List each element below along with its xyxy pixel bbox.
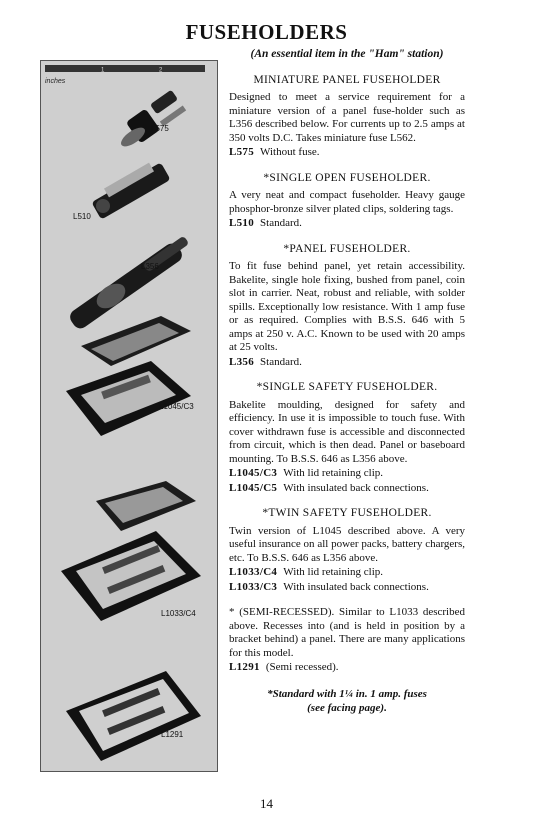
code-description: (Semi recessed). — [265, 661, 339, 673]
section-single-open — [229, 172, 465, 231]
section-body: To fit fuse behind panel, yet retain accessibility. Bakelite, single hole fixing, bushed from panel, coin slot in carrier. Neat, robust and reliable, with solder spills. Exceptionally low resistance. With 1 amp fuse or as required. Complies with B.S.S. 646 with 5 amps at 250 v. A.C. Known to be used with 20 amps at 25 volts. — [229, 260, 465, 353]
section-heading: *SINGLE SAFETY FUSEHOLDER. — [256, 381, 438, 393]
section-heading: *TWIN SAFETY FUSEHOLDER. — [262, 507, 432, 519]
section-heading: MINIATURE PANEL FUSEHOLDER — [253, 73, 441, 86]
section-body: A very neat and compact fuseholder. Heavy gauge phosphor-bronze silver plated clips, soldering tags. — [229, 189, 465, 215]
label-l1045-c3: L1045/C3 — [159, 402, 194, 411]
catalogue-code-line — [229, 482, 465, 496]
footnote-line-1: *Standard with 1¼ in. 1 amp. fuses — [267, 687, 427, 700]
section-body: Twin version of L1045 described above. A very useful insurance on all power packs, battery chargers, etc. To B.S.S. 646 as L356 above. — [229, 524, 465, 564]
catalogue-code-line — [229, 661, 465, 675]
catalogue-code-line — [229, 146, 465, 160]
section-twin-safety — [229, 507, 465, 594]
section-semi-recessed — [229, 606, 465, 675]
inch-ruler — [45, 65, 205, 72]
section-heading: *SINGLE OPEN FUSEHOLDER. — [263, 171, 431, 184]
l356-illustration — [67, 236, 189, 332]
section-body: Bakelite moulding, designed for safety and efficiency. In use it is impossible to touch fuse. With cover withdrawn fuse is accessible and disconnected from circuit, which is then dead. Panel or baseboard mounting. To B.S.S. 646 as L356 above. — [229, 398, 465, 465]
section-body: * (SEMI-RECESSED). Similar to L1033 described above. Recesses into (and is held in position by a bracket behind) a panel. There are many applications for this model. — [229, 606, 465, 659]
page-title: FUSEHOLDERS — [185, 20, 348, 44]
catalogue-code-line — [229, 566, 465, 580]
code-description: Without fuse. — [260, 146, 320, 158]
l575-illustration — [118, 90, 186, 150]
catalogue-code: L1045/C3 — [229, 467, 278, 479]
section-miniature-panel — [229, 74, 465, 160]
catalogue-code: L1045/C5 — [229, 481, 278, 494]
label-l356: L356 — [141, 262, 159, 271]
l510-illustration — [91, 162, 170, 219]
code-description: With lid retaining clip. — [283, 566, 384, 578]
ruler-number-2: 2 — [159, 67, 163, 74]
catalogue-code-line — [229, 356, 465, 370]
code-description: Standard. — [260, 217, 302, 229]
section-heading: *PANEL FUSEHOLDER. — [283, 242, 411, 255]
code-description: Standard. — [260, 355, 302, 368]
code-description: With insulated back connections. — [283, 481, 429, 494]
section-body: Designed to meet a service requirement for a miniature version of a panel fuse-holder such as L356 described below. For currents up to 2.5 amps at 350 volts D.C. Takes miniature fuse L562. — [229, 91, 465, 144]
section-panel — [229, 243, 465, 370]
product-photo-plate — [40, 60, 218, 772]
ruler-number-1: 1 — [101, 67, 105, 74]
l1045-illustration — [66, 316, 191, 436]
l1291-illustration — [66, 671, 201, 761]
catalogue-code-line — [229, 217, 465, 231]
ruler-unit-label: inches — [45, 78, 66, 85]
catalogue-code: L575 — [229, 146, 255, 158]
label-l1291: L1291 — [161, 730, 184, 739]
fuseholder-illustrations — [41, 61, 217, 771]
code-description: With lid retaining clip. — [283, 467, 384, 479]
section-single-safety — [229, 381, 465, 495]
catalogue-code: L1033/C3 — [229, 580, 278, 593]
code-description: With insulated back connections. — [283, 580, 429, 593]
page-subtitle: (An essential item in the "Ham" station) — [250, 48, 444, 60]
footnote-line-2: (see facing page). — [307, 701, 387, 714]
catalogue-code: L510 — [229, 217, 255, 229]
label-l575: L575 — [151, 124, 169, 133]
catalogue-code-line — [229, 581, 465, 595]
catalogue-text-column — [229, 48, 465, 715]
catalogue-code: L1291 — [229, 661, 260, 673]
catalogue-code: L356 — [229, 355, 255, 368]
label-l1033-c4: L1033/C4 — [161, 609, 196, 618]
catalogue-code-line — [229, 467, 465, 481]
page-number: 14 — [260, 796, 273, 811]
catalogue-code: L1033/C4 — [229, 566, 278, 578]
footnote — [229, 687, 465, 715]
label-l510: L510 — [73, 212, 91, 221]
l1033-illustration — [61, 481, 201, 621]
